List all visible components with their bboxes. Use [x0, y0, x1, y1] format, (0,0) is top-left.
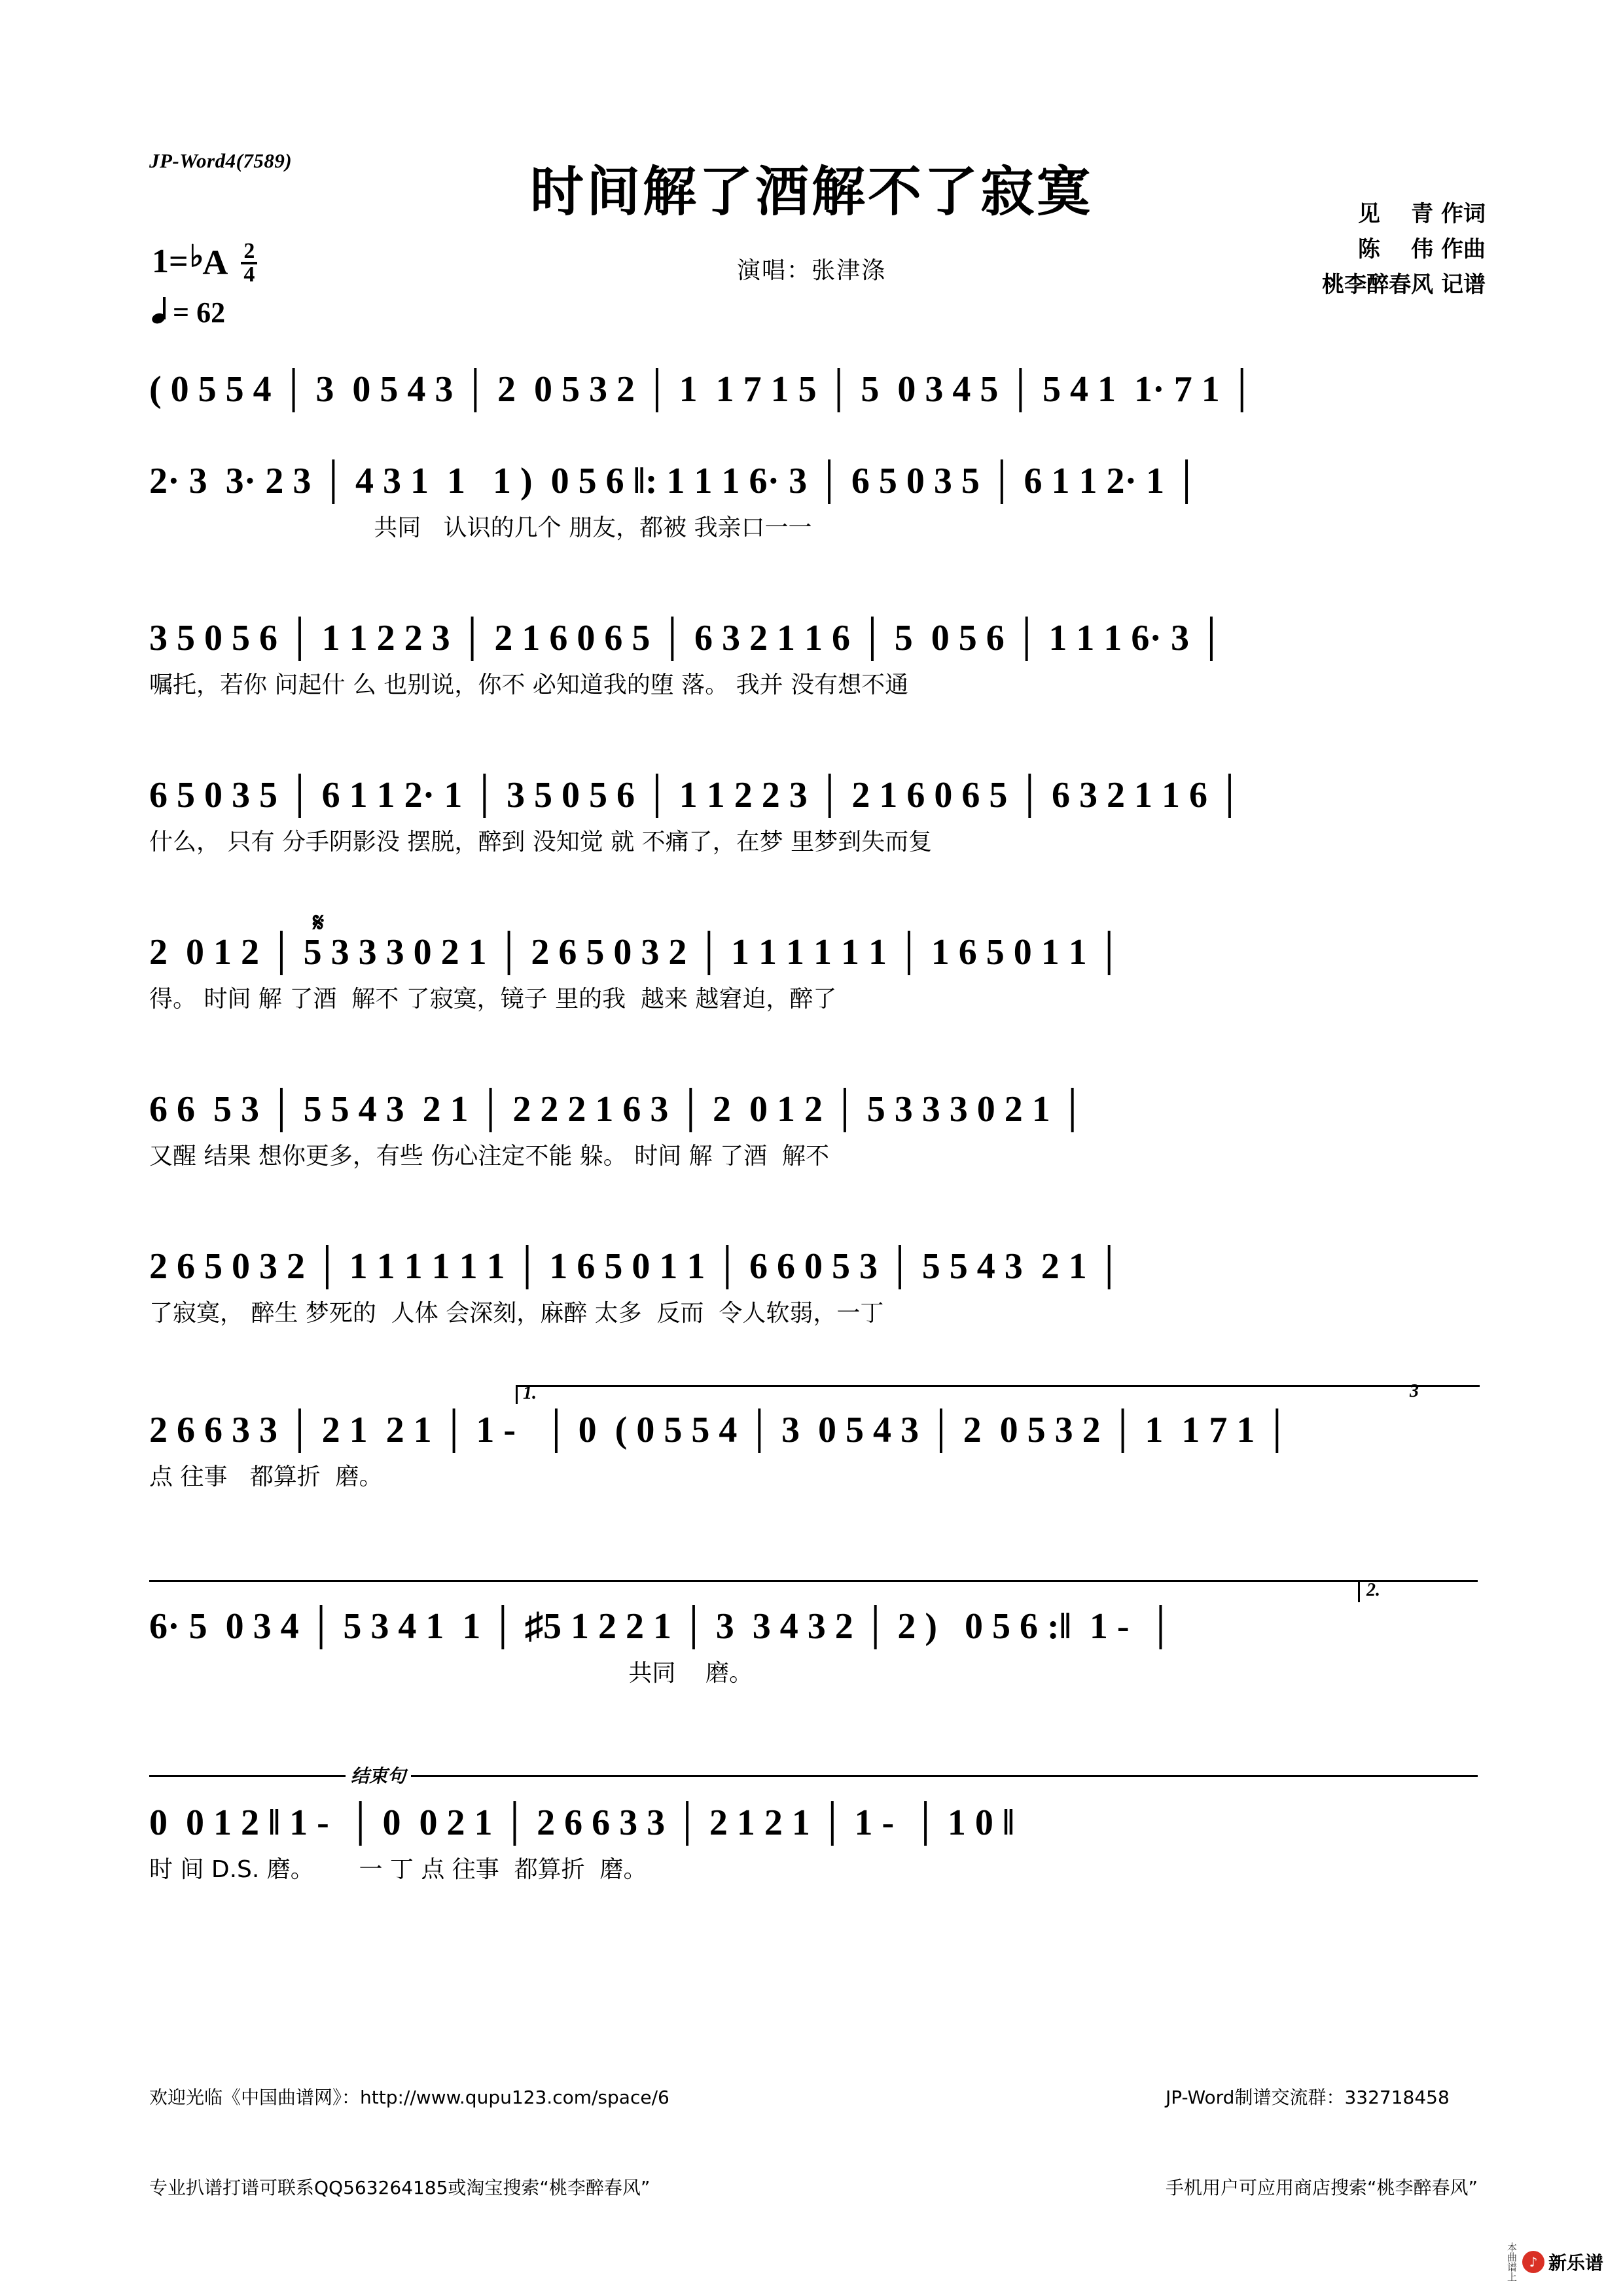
notation-row: 6· 5 0 3 4 │ 5 3 4 1 1 │ ♯5 1 2 2 1 │ 3 3 4 3 2 │ 2 ) 0 5 6 :‖ 1 - │ — [149, 1606, 1174, 1647]
lyric-row: 嘱托，若你 问起什 么 也别说，你不 必知道我的堕 落。 我并 没有想不通 — [149, 672, 909, 698]
tempo-value: = 62 — [173, 296, 226, 329]
first-ending-label: 1. — [523, 1383, 537, 1403]
credit-composer: 陈 伟 作曲 — [1357, 236, 1486, 262]
footer-right — [1166, 2022, 1478, 2263]
music-system-10 — [149, 1767, 1478, 1886]
credits-block — [1322, 196, 1486, 302]
lyric-row: 了寂寞， 醉生 梦死的 人体 会深刻，麻醉 太多 反而 令人软弱，一丁 — [149, 1300, 884, 1327]
notation-row: 2 6 5 0 3 2 │ 1 1 1 1 1 1 │ 1 6 5 0 1 1 │ 6 6 0 5 3 │ 5 5 4 3 2 1 │ — [149, 1246, 1122, 1287]
lyric-row: 共同 磨。 — [149, 1660, 753, 1687]
triplet-label: 3 — [1410, 1381, 1419, 1401]
music-system-7 — [149, 1244, 1478, 1330]
lyric-row: 得。 时间 解 了酒 解不 了寂寞，镜子 里的我 越来 越窘迫，醉了 — [149, 986, 837, 1013]
key-letter: A — [202, 243, 228, 282]
notation-row: ( 0 5 5 4 │ 3 0 5 4 3 │ 2 0 5 3 2 │ 1 1 7 1 5 │ 5 0 3 4 5 │ 5 4 1 1· 7 1 │ — [149, 369, 1255, 410]
notation-row: 2 6 6 3 3 │ 2 1 2 1 │ 1 - │ 0 ( 0 5 5 4 │ 3 0 5 4 3 │ 2 0 5 3 2 │ 1 1 7 1 │ — [149, 1410, 1291, 1450]
lyric-row: 又醒 结果 想你更多，有些 伤心注定不能 躲。 时间 解 了酒 解不 — [149, 1143, 829, 1170]
watermark-vertical-text: 本曲谱上 — [1505, 2242, 1518, 2282]
music-system-3 — [149, 615, 1478, 702]
credit-transcriber: 桃李醉春风 记谱 — [1322, 272, 1486, 298]
music-system-1 — [149, 367, 1478, 418]
flat-icon: ♭ — [189, 240, 204, 273]
time-signature-denominator: 4 — [243, 262, 255, 287]
second-ending-bracket — [1358, 1580, 1380, 1602]
page-title: 时间解了酒解不了寂寞 — [529, 161, 1093, 223]
lyric-row: 点 往事 都算折 磨。 — [149, 1463, 383, 1490]
repeat-bracket — [149, 1580, 1478, 1582]
notation-row: 3 5 0 5 6 │ 1 1 2 2 3 │ 2 1 6 0 6 5 │ 6 3 2 1 1 6 │ 5 0 5 6 │ 1 1 1 6· 3 │ — [149, 618, 1224, 658]
music-system-5 — [149, 908, 1478, 1016]
lyric-row: 时 间 D.S. 磨。 一 丁 点 往事 都算折 磨。 — [149, 1856, 647, 1883]
singer-label: 演唱：张津涤 — [736, 257, 886, 284]
first-ending-bracket — [516, 1385, 1480, 1404]
watermark — [1507, 2242, 1603, 2282]
music-system-8 — [149, 1381, 1478, 1494]
music-system-2 — [149, 458, 1478, 545]
music-note-icon: ♪ — [1522, 2251, 1544, 2273]
footer-left-line-2: 专业扒谱打谱可联系QQ563264185或淘宝搜索“桃李醉春风” — [149, 2177, 651, 2198]
notation-row: 0 0 1 2 ‖ 1 - │ 0 0 2 1 │ 2 6 6 3 3 │ 2 1 2 1 │ 1 - │ 1 0 ‖ — [149, 1803, 1014, 1843]
footer-right-line-2: 手机用户可应用商店搜索“桃李醉春风” — [1165, 2177, 1478, 2198]
footer — [149, 2022, 1478, 2263]
notation-row: 2· 3 3· 2 3 │ 4 3 1 1 1 ) 0 5 6 ‖: 1 1 1 6· 3 │ 6 5 0 3 5 │ 6 1 1 2· 1 │ — [149, 461, 1200, 501]
coda-label: 结束句 — [346, 1762, 411, 1788]
quarter-note-icon — [152, 298, 169, 327]
key-prefix: 1= — [152, 243, 188, 280]
footer-left — [149, 2022, 669, 2263]
tempo-marking — [152, 296, 257, 329]
key-signature-block — [152, 239, 257, 329]
notation-row: 6 5 0 3 5 │ 6 1 1 2· 1 │ 3 5 0 5 6 │ 1 1 2 2 3 │ 2 1 6 0 6 5 │ 6 3 2 1 1 6 │ — [149, 775, 1243, 816]
jp-word-tag: JP-Word4(7589) — [149, 149, 293, 172]
second-ending-label: 2. — [1366, 1580, 1380, 1600]
notation-row: 2 0 1 2 │ 5 3 3 3 0 2 1 │ 2 6 5 0 3 2 │ 1 1 1 1 1 1 │ 1 6 5 0 1 1 │ — [149, 932, 1122, 973]
music-system-9 — [149, 1580, 1478, 1690]
lyric-row: 共同 认识的几个 朋友，都被 我亲口一一 — [149, 514, 812, 541]
footer-right-line-1: JP-Word制谱交流群：332718458 — [1165, 2087, 1450, 2108]
music-system-4 — [149, 772, 1478, 859]
time-signature-numerator: 2 — [241, 241, 257, 264]
notation-row: 6 6 5 3 │ 5 5 4 3 2 1 │ 2 2 2 1 6 3 │ 2 0 1 2 │ 5 3 3 3 0 2 1 │ — [149, 1089, 1086, 1130]
music-system-6 — [149, 1086, 1478, 1173]
footer-left-line-1[interactable]: 欢迎光临《中国曲谱网》：http://www.qupu123.com/space/6 — [149, 2087, 669, 2108]
lyric-row: 什么， 只有 分手阴影没 摆脱，醉到 没知觉 就 不痛了，在梦 里梦到失而复 — [149, 829, 933, 855]
segno-icon: 𝄋 — [313, 908, 325, 937]
credit-lyricist: 见 青 作词 — [1357, 201, 1486, 227]
watermark-brand: 新乐谱 — [1548, 2252, 1603, 2274]
time-signature — [241, 241, 257, 285]
